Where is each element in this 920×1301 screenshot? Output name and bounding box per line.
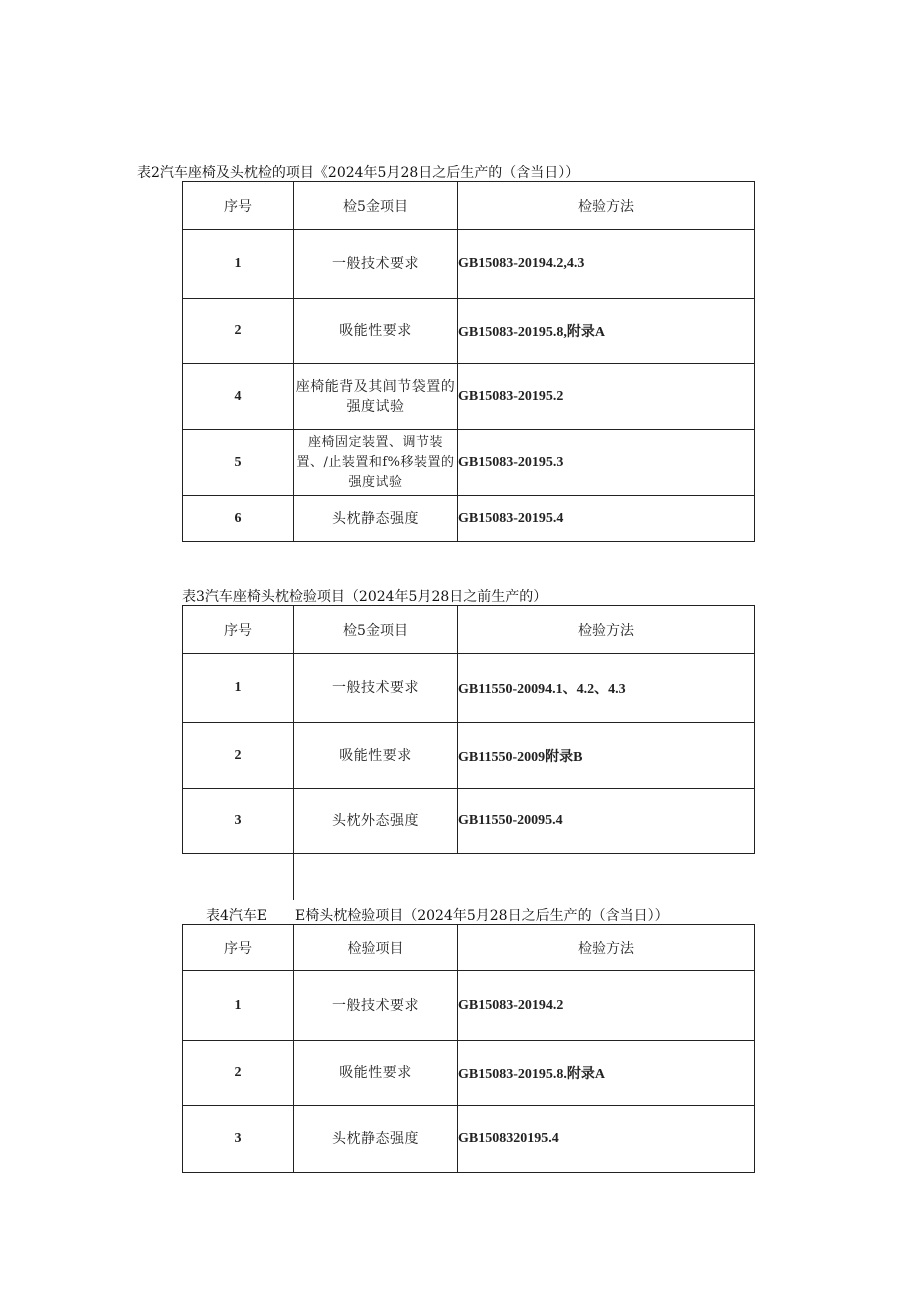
row-number: 1 — [183, 971, 294, 1041]
table3-caption: 表3汽车座椅头枕检验项目（2024年5月28日之前生产的） — [182, 589, 548, 605]
divider-line — [293, 852, 294, 900]
table-row — [183, 230, 755, 299]
row-method: GB11550-2009附录B — [458, 723, 755, 789]
row-number: 5 — [183, 430, 294, 496]
row-number: 6 — [183, 496, 294, 542]
row-method: GB11550-20094.1、4.2、4.3 — [458, 654, 755, 723]
row-number: 3 — [183, 1106, 294, 1173]
row-item: 一般技术要求 — [294, 654, 458, 723]
table4 — [182, 924, 755, 1173]
row-number: 2 — [183, 299, 294, 364]
table-row — [183, 789, 755, 854]
row-item: 座椅能背及其闾节袋置的强度试验 — [294, 364, 458, 430]
table-row — [183, 430, 755, 496]
row-item: 座椅固定装置、调节装置、/止装置和f%移装置的强度试验 — [294, 430, 458, 496]
table4-header-no: 序号 — [183, 925, 294, 971]
table-row — [183, 723, 755, 789]
table2-header-method: 检验方法 — [458, 182, 755, 230]
table3 — [182, 605, 755, 854]
row-item: 一般技术要求 — [294, 230, 458, 299]
table4-caption-right: E椅头枕检验项目（2024年5月28日之后生产的（含当日）） — [295, 908, 669, 924]
row-number: 2 — [183, 723, 294, 789]
row-method: GB11550-20095.4 — [458, 789, 755, 854]
table3-header-method: 检验方法 — [458, 606, 755, 654]
row-item: 头枕静态强度 — [294, 496, 458, 542]
row-method: GB15083-20195.3 — [458, 430, 755, 496]
row-method: GB15083-20194.2 — [458, 971, 755, 1041]
row-item: 一般技术要求 — [294, 971, 458, 1041]
table2-header-item: 检5金项目 — [294, 182, 458, 230]
table3-header-no: 序号 — [183, 606, 294, 654]
table-row — [183, 1041, 755, 1106]
row-number: 2 — [183, 1041, 294, 1106]
table4-header-item: 检验项目 — [294, 925, 458, 971]
table3-header-item: 检5金项目 — [294, 606, 458, 654]
row-method: GB15083-20195.2 — [458, 364, 755, 430]
row-item: 头枕外态强度 — [294, 789, 458, 854]
table3-header-row — [183, 606, 755, 654]
table-row — [183, 654, 755, 723]
row-item: 头枕静态强度 — [294, 1106, 458, 1173]
row-method: GB15083-20195.8,附录A — [458, 299, 755, 364]
row-item: 吸能性要求 — [294, 1041, 458, 1106]
table-row — [183, 1106, 755, 1173]
table2 — [182, 181, 755, 542]
table-row — [183, 299, 755, 364]
table2-header-row — [183, 182, 755, 230]
table4-header-row — [183, 925, 755, 971]
table-row — [183, 496, 755, 542]
row-method: GB15083-20195.4 — [458, 496, 755, 542]
row-number: 4 — [183, 364, 294, 430]
table4-caption-left: 表4汽车E — [206, 908, 268, 924]
table2-caption: 表2汽车座椅及头枕检的项目《2024年5月28日之后生产的（含当日）） — [137, 165, 580, 181]
row-item: 吸能性要求 — [294, 299, 458, 364]
row-item: 吸能性要求 — [294, 723, 458, 789]
row-number: 1 — [183, 230, 294, 299]
table2-header-no: 序号 — [183, 182, 294, 230]
table-row — [183, 364, 755, 430]
row-number: 3 — [183, 789, 294, 854]
table4-header-method: 检验方法 — [458, 925, 755, 971]
table-row — [183, 971, 755, 1041]
row-method: GB15083-20194.2,4.3 — [458, 230, 755, 299]
row-method: GB1508320195.4 — [458, 1106, 755, 1173]
row-method: GB15083-20195.8.附录A — [458, 1041, 755, 1106]
row-number: 1 — [183, 654, 294, 723]
